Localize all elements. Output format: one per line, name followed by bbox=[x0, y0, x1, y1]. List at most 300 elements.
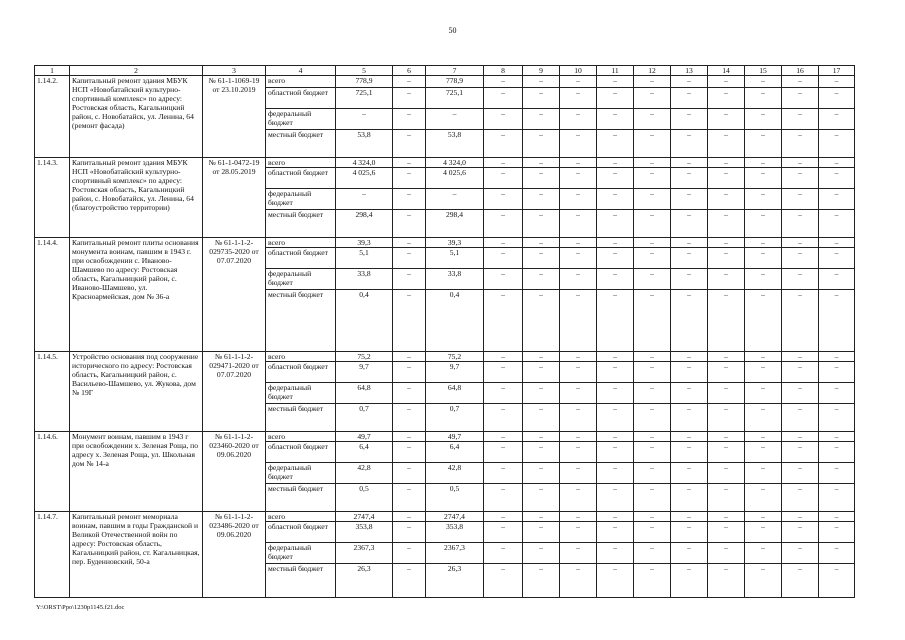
dash-cell: – bbox=[819, 269, 855, 290]
dash-cell: – bbox=[745, 109, 782, 130]
dash-cell: – bbox=[782, 522, 819, 543]
dash-cell: – bbox=[560, 512, 597, 522]
funding-source: всего bbox=[266, 352, 336, 362]
dash-cell: – bbox=[523, 109, 560, 130]
dash-cell: – bbox=[708, 463, 745, 484]
dash-cell: – bbox=[523, 248, 560, 269]
dash-cell: – bbox=[597, 130, 634, 158]
dash-cell: – bbox=[671, 442, 708, 463]
total-amount: 778,9 bbox=[336, 76, 393, 88]
dash-cell: – bbox=[597, 564, 634, 598]
dash-cell: – bbox=[393, 88, 426, 109]
column-header: 1 bbox=[35, 66, 70, 76]
dash-cell: – bbox=[708, 404, 745, 432]
dash-cell: – bbox=[634, 189, 671, 210]
total-amount: 2367,3 bbox=[336, 543, 393, 564]
dash-cell: – bbox=[708, 168, 745, 189]
dash-cell: – bbox=[634, 158, 671, 168]
dash-cell: – bbox=[782, 210, 819, 238]
dash-cell: – bbox=[597, 522, 634, 543]
dash-cell: – bbox=[597, 352, 634, 362]
dash-cell: – bbox=[671, 130, 708, 158]
dash-cell: – bbox=[484, 564, 523, 598]
table-row bbox=[35, 158, 855, 168]
year-amount: 0,4 bbox=[426, 290, 484, 352]
dash-cell: – bbox=[819, 463, 855, 484]
year-amount: 6,4 bbox=[426, 442, 484, 463]
dash-cell: – bbox=[745, 543, 782, 564]
dash-cell: – bbox=[634, 522, 671, 543]
dash-cell: – bbox=[782, 484, 819, 512]
dash-cell: – bbox=[708, 442, 745, 463]
dash-cell: – bbox=[782, 442, 819, 463]
dash-cell: – bbox=[597, 269, 634, 290]
dash-cell: – bbox=[634, 564, 671, 598]
table-row bbox=[35, 238, 855, 248]
total-amount: 75,2 bbox=[336, 352, 393, 362]
table-row bbox=[35, 352, 855, 362]
dash-cell: – bbox=[671, 484, 708, 512]
dash-cell: – bbox=[671, 352, 708, 362]
dash-cell: – bbox=[634, 76, 671, 88]
total-amount: – bbox=[336, 189, 393, 210]
dash-cell: – bbox=[708, 238, 745, 248]
dash-cell: – bbox=[393, 269, 426, 290]
dash-cell: – bbox=[597, 404, 634, 432]
dash-cell: – bbox=[634, 432, 671, 442]
year-amount: 53,8 bbox=[426, 130, 484, 158]
dash-cell: – bbox=[393, 512, 426, 522]
dash-cell: – bbox=[393, 76, 426, 88]
dash-cell: – bbox=[819, 432, 855, 442]
dash-cell: – bbox=[393, 210, 426, 238]
column-header: 2 bbox=[70, 66, 203, 76]
dash-cell: – bbox=[745, 158, 782, 168]
dash-cell: – bbox=[634, 352, 671, 362]
dash-cell: – bbox=[634, 88, 671, 109]
dash-cell: – bbox=[393, 362, 426, 383]
dash-cell: – bbox=[523, 189, 560, 210]
dash-cell: – bbox=[708, 290, 745, 352]
dash-cell: – bbox=[745, 383, 782, 404]
dash-cell: – bbox=[393, 463, 426, 484]
funding-source: местный бюджет bbox=[266, 404, 336, 432]
dash-cell: – bbox=[634, 383, 671, 404]
dash-cell: – bbox=[393, 404, 426, 432]
dash-cell: – bbox=[782, 269, 819, 290]
dash-cell: – bbox=[708, 248, 745, 269]
total-amount: 39,3 bbox=[336, 238, 393, 248]
page-number: 50 bbox=[448, 26, 457, 35]
expertise-document: № 61-1-1-2-023460-2020 от 09.06.2020 bbox=[203, 432, 266, 512]
dash-cell: – bbox=[634, 543, 671, 564]
dash-cell: – bbox=[671, 248, 708, 269]
dash-cell: – bbox=[745, 484, 782, 512]
dash-cell: – bbox=[671, 512, 708, 522]
dash-cell: – bbox=[671, 158, 708, 168]
funding-source: федеральный бюджет bbox=[266, 463, 336, 484]
dash-cell: – bbox=[484, 189, 523, 210]
dash-cell: – bbox=[782, 168, 819, 189]
dash-cell: – bbox=[671, 269, 708, 290]
dash-cell: – bbox=[597, 512, 634, 522]
dash-cell: – bbox=[634, 130, 671, 158]
dash-cell: – bbox=[634, 362, 671, 383]
expertise-document: № 61-1-1-2-029735-2020 от 07.07.2020 bbox=[203, 238, 266, 352]
object-name: Капитальный ремонт мемориала воинам, павшим в годы Гражданской и Великой Отечественной войн по адресу: Ростовская область, Кагальницкий район, ст. Кагальницкая, пер. Буденновский, 50-а bbox=[70, 512, 203, 598]
year-amount: 49,7 bbox=[426, 432, 484, 442]
column-header: 3 bbox=[203, 66, 266, 76]
dash-cell: – bbox=[523, 484, 560, 512]
object-name: Монумент воинам, павшим в 1943 г при освобождении х. Зеленая Роща, по адресу х. Зеленая Роща, ул. Школьная дом № 14-а bbox=[70, 432, 203, 512]
dash-cell: – bbox=[671, 238, 708, 248]
dash-cell: – bbox=[560, 269, 597, 290]
year-amount: 298,4 bbox=[426, 210, 484, 238]
expertise-document: № 61-1-1-2-029471-2020 от 07.07.2020 bbox=[203, 352, 266, 432]
dash-cell: – bbox=[782, 238, 819, 248]
total-amount: 0,7 bbox=[336, 404, 393, 432]
dash-cell: – bbox=[708, 362, 745, 383]
dash-cell: – bbox=[484, 463, 523, 484]
dash-cell: – bbox=[597, 88, 634, 109]
total-amount: 298,4 bbox=[336, 210, 393, 238]
column-header: 4 bbox=[266, 66, 336, 76]
column-header: 7 bbox=[426, 66, 484, 76]
dash-cell: – bbox=[523, 168, 560, 189]
dash-cell: – bbox=[393, 522, 426, 543]
dash-cell: – bbox=[393, 564, 426, 598]
funding-source: всего bbox=[266, 238, 336, 248]
funding-source: местный бюджет bbox=[266, 210, 336, 238]
dash-cell: – bbox=[782, 76, 819, 88]
dash-cell: – bbox=[819, 352, 855, 362]
dash-cell: – bbox=[597, 484, 634, 512]
dash-cell: – bbox=[523, 512, 560, 522]
year-amount: 4 324,0 bbox=[426, 158, 484, 168]
dash-cell: – bbox=[393, 442, 426, 463]
dash-cell: – bbox=[484, 543, 523, 564]
dash-cell: – bbox=[484, 210, 523, 238]
dash-cell: – bbox=[634, 210, 671, 238]
dash-cell: – bbox=[484, 352, 523, 362]
total-amount: 26,3 bbox=[336, 564, 393, 598]
dash-cell: – bbox=[597, 238, 634, 248]
dash-cell: – bbox=[634, 442, 671, 463]
dash-cell: – bbox=[484, 404, 523, 432]
funding-source: всего bbox=[266, 158, 336, 168]
dash-cell: – bbox=[393, 383, 426, 404]
funding-source: всего bbox=[266, 76, 336, 88]
funding-source: местный бюджет bbox=[266, 564, 336, 598]
table-row bbox=[35, 76, 855, 88]
dash-cell: – bbox=[745, 76, 782, 88]
dash-cell: – bbox=[819, 442, 855, 463]
dash-cell: – bbox=[782, 352, 819, 362]
dash-cell: – bbox=[671, 383, 708, 404]
dash-cell: – bbox=[523, 76, 560, 88]
dash-cell: – bbox=[560, 442, 597, 463]
dash-cell: – bbox=[819, 189, 855, 210]
dash-cell: – bbox=[560, 484, 597, 512]
dash-cell: – bbox=[597, 109, 634, 130]
dash-cell: – bbox=[597, 158, 634, 168]
dash-cell: – bbox=[819, 109, 855, 130]
year-amount: 39,3 bbox=[426, 238, 484, 248]
dash-cell: – bbox=[597, 432, 634, 442]
dash-cell: – bbox=[523, 442, 560, 463]
item-number: 1.14.2. bbox=[35, 76, 70, 158]
year-amount: 5,1 bbox=[426, 248, 484, 269]
dash-cell: – bbox=[560, 76, 597, 88]
dash-cell: – bbox=[671, 362, 708, 383]
total-amount: 42,8 bbox=[336, 463, 393, 484]
dash-cell: – bbox=[671, 543, 708, 564]
dash-cell: – bbox=[597, 290, 634, 352]
dash-cell: – bbox=[708, 564, 745, 598]
item-number: 1.14.5. bbox=[35, 352, 70, 432]
dash-cell: – bbox=[819, 290, 855, 352]
dash-cell: – bbox=[745, 238, 782, 248]
year-amount: – bbox=[426, 109, 484, 130]
year-amount: 0,5 bbox=[426, 484, 484, 512]
dash-cell: – bbox=[671, 522, 708, 543]
dash-cell: – bbox=[819, 210, 855, 238]
total-amount: – bbox=[336, 109, 393, 130]
dash-cell: – bbox=[393, 484, 426, 512]
dash-cell: – bbox=[708, 383, 745, 404]
dash-cell: – bbox=[484, 442, 523, 463]
dash-cell: – bbox=[560, 189, 597, 210]
dash-cell: – bbox=[560, 362, 597, 383]
dash-cell: – bbox=[560, 543, 597, 564]
dash-cell: – bbox=[745, 168, 782, 189]
dash-cell: – bbox=[523, 269, 560, 290]
dash-cell: – bbox=[393, 238, 426, 248]
dash-cell: – bbox=[393, 543, 426, 564]
item-number: 1.14.3. bbox=[35, 158, 70, 238]
dash-cell: – bbox=[560, 463, 597, 484]
column-header: 13 bbox=[671, 66, 708, 76]
dash-cell: – bbox=[560, 290, 597, 352]
dash-cell: – bbox=[819, 512, 855, 522]
dash-cell: – bbox=[484, 109, 523, 130]
dash-cell: – bbox=[484, 432, 523, 442]
dash-cell: – bbox=[597, 442, 634, 463]
dash-cell: – bbox=[393, 130, 426, 158]
dash-cell: – bbox=[819, 522, 855, 543]
dash-cell: – bbox=[560, 109, 597, 130]
total-amount: 0,5 bbox=[336, 484, 393, 512]
dash-cell: – bbox=[708, 210, 745, 238]
dash-cell: – bbox=[782, 158, 819, 168]
column-header: 17 bbox=[819, 66, 855, 76]
total-amount: 49,7 bbox=[336, 432, 393, 442]
dash-cell: – bbox=[523, 522, 560, 543]
dash-cell: – bbox=[523, 564, 560, 598]
year-amount: 725,1 bbox=[426, 88, 484, 109]
dash-cell: – bbox=[782, 404, 819, 432]
dash-cell: – bbox=[634, 269, 671, 290]
dash-cell: – bbox=[597, 383, 634, 404]
year-amount: 2367,3 bbox=[426, 543, 484, 564]
item-number: 1.14.7. bbox=[35, 512, 70, 598]
year-amount: 9,7 bbox=[426, 362, 484, 383]
dash-cell: – bbox=[484, 238, 523, 248]
dash-cell: – bbox=[634, 463, 671, 484]
dash-cell: – bbox=[708, 88, 745, 109]
dash-cell: – bbox=[782, 248, 819, 269]
dash-cell: – bbox=[393, 352, 426, 362]
dash-cell: – bbox=[597, 168, 634, 189]
dash-cell: – bbox=[819, 168, 855, 189]
total-amount: 33,8 bbox=[336, 269, 393, 290]
year-amount: 42,8 bbox=[426, 463, 484, 484]
total-amount: 4 324,0 bbox=[336, 158, 393, 168]
column-number-header bbox=[35, 66, 855, 76]
dash-cell: – bbox=[782, 109, 819, 130]
dash-cell: – bbox=[484, 383, 523, 404]
dash-cell: – bbox=[671, 290, 708, 352]
dash-cell: – bbox=[708, 522, 745, 543]
dash-cell: – bbox=[393, 248, 426, 269]
total-amount: 53,8 bbox=[336, 130, 393, 158]
column-header: 14 bbox=[708, 66, 745, 76]
dash-cell: – bbox=[708, 432, 745, 442]
dash-cell: – bbox=[597, 362, 634, 383]
dash-cell: – bbox=[745, 248, 782, 269]
dash-cell: – bbox=[782, 564, 819, 598]
dash-cell: – bbox=[523, 210, 560, 238]
dash-cell: – bbox=[708, 543, 745, 564]
dash-cell: – bbox=[560, 130, 597, 158]
dash-cell: – bbox=[819, 248, 855, 269]
dash-cell: – bbox=[484, 130, 523, 158]
dash-cell: – bbox=[523, 362, 560, 383]
dash-cell: – bbox=[745, 463, 782, 484]
year-amount: 75,2 bbox=[426, 352, 484, 362]
dash-cell: – bbox=[634, 512, 671, 522]
dash-cell: – bbox=[782, 383, 819, 404]
budget-table bbox=[34, 65, 855, 598]
dash-cell: – bbox=[819, 564, 855, 598]
funding-source: областной бюджет bbox=[266, 168, 336, 189]
dash-cell: – bbox=[819, 158, 855, 168]
dash-cell: – bbox=[393, 158, 426, 168]
dash-cell: – bbox=[484, 512, 523, 522]
dash-cell: – bbox=[745, 130, 782, 158]
column-header: 16 bbox=[782, 66, 819, 76]
dash-cell: – bbox=[634, 238, 671, 248]
dash-cell: – bbox=[560, 383, 597, 404]
dash-cell: – bbox=[819, 130, 855, 158]
funding-source: областной бюджет bbox=[266, 442, 336, 463]
dash-cell: – bbox=[393, 189, 426, 210]
object-name: Капитальный ремонт плиты основания монумента воинам, павшим в 1943 г. при освобождении с. Иваново-Шамшево по адресу: Ростовская область, Кагальницкий район, с. Иваново-Шамшево, ул. Красноармейская, дом № 36-а bbox=[70, 238, 203, 352]
dash-cell: – bbox=[523, 543, 560, 564]
dash-cell: – bbox=[560, 238, 597, 248]
total-amount: 4 025,6 bbox=[336, 168, 393, 189]
dash-cell: – bbox=[745, 362, 782, 383]
dash-cell: – bbox=[745, 269, 782, 290]
total-amount: 353,8 bbox=[336, 522, 393, 543]
year-amount: 778,9 bbox=[426, 76, 484, 88]
dash-cell: – bbox=[597, 248, 634, 269]
dash-cell: – bbox=[523, 352, 560, 362]
dash-cell: – bbox=[634, 248, 671, 269]
dash-cell: – bbox=[708, 130, 745, 158]
dash-cell: – bbox=[708, 158, 745, 168]
dash-cell: – bbox=[634, 290, 671, 352]
dash-cell: – bbox=[819, 76, 855, 88]
column-header: 11 bbox=[597, 66, 634, 76]
dash-cell: – bbox=[484, 248, 523, 269]
dash-cell: – bbox=[671, 432, 708, 442]
total-amount: 5,1 bbox=[336, 248, 393, 269]
table-row bbox=[35, 432, 855, 442]
dash-cell: – bbox=[745, 512, 782, 522]
dash-cell: – bbox=[745, 522, 782, 543]
year-amount: – bbox=[426, 189, 484, 210]
dash-cell: – bbox=[671, 76, 708, 88]
dash-cell: – bbox=[819, 362, 855, 383]
dash-cell: – bbox=[745, 352, 782, 362]
dash-cell: – bbox=[782, 512, 819, 522]
total-amount: 64,8 bbox=[336, 383, 393, 404]
funding-source: местный бюджет bbox=[266, 484, 336, 512]
dash-cell: – bbox=[745, 432, 782, 442]
dash-cell: – bbox=[745, 564, 782, 598]
dash-cell: – bbox=[393, 432, 426, 442]
funding-source: областной бюджет bbox=[266, 248, 336, 269]
expertise-document: № 61-1-1069-19 от 23.10.2019 bbox=[203, 76, 266, 158]
dash-cell: – bbox=[484, 88, 523, 109]
dash-cell: – bbox=[597, 76, 634, 88]
item-number: 1.14.6. bbox=[35, 432, 70, 512]
year-amount: 33,8 bbox=[426, 269, 484, 290]
year-amount: 64,8 bbox=[426, 383, 484, 404]
year-amount: 353,8 bbox=[426, 522, 484, 543]
funding-source: федеральный бюджет bbox=[266, 269, 336, 290]
dash-cell: – bbox=[745, 442, 782, 463]
column-header: 15 bbox=[745, 66, 782, 76]
dash-cell: – bbox=[671, 463, 708, 484]
dash-cell: – bbox=[671, 564, 708, 598]
year-amount: 0,7 bbox=[426, 404, 484, 432]
dash-cell: – bbox=[819, 484, 855, 512]
dash-cell: – bbox=[708, 484, 745, 512]
column-header: 12 bbox=[634, 66, 671, 76]
dash-cell: – bbox=[523, 383, 560, 404]
dash-cell: – bbox=[745, 404, 782, 432]
dash-cell: – bbox=[523, 432, 560, 442]
funding-source: федеральный бюджет bbox=[266, 543, 336, 564]
funding-source: областной бюджет bbox=[266, 522, 336, 543]
dash-cell: – bbox=[560, 564, 597, 598]
dash-cell: – bbox=[393, 109, 426, 130]
dash-cell: – bbox=[634, 484, 671, 512]
dash-cell: – bbox=[560, 210, 597, 238]
dash-cell: – bbox=[484, 522, 523, 543]
dash-cell: – bbox=[819, 383, 855, 404]
dash-cell: – bbox=[708, 109, 745, 130]
dash-cell: – bbox=[782, 130, 819, 158]
dash-cell: – bbox=[745, 88, 782, 109]
dash-cell: – bbox=[708, 76, 745, 88]
dash-cell: – bbox=[560, 158, 597, 168]
dash-cell: – bbox=[819, 404, 855, 432]
dash-cell: – bbox=[393, 290, 426, 352]
object-name: Устройство основания под сооружение исторического по адресу: Ростовская область, Кагальницкий район, с. Васильево-Шамшево, ул. Жукова, дом № 19Г bbox=[70, 352, 203, 432]
